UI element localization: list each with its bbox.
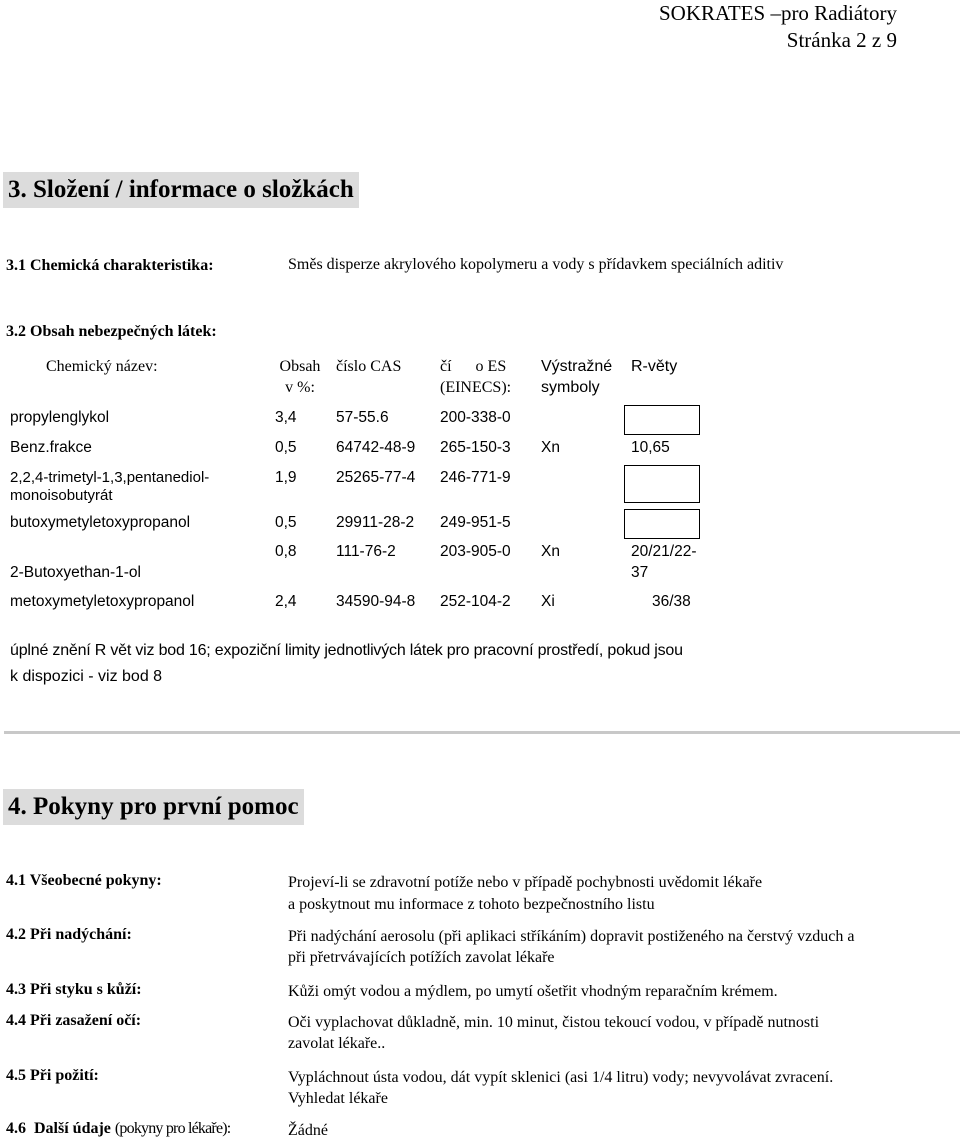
divider xyxy=(4,731,960,734)
row6-es: 252-104-2 xyxy=(440,593,511,610)
row6-content: 2,4 xyxy=(275,593,297,610)
row2-cas: 64742-48-9 xyxy=(336,439,416,456)
aid-46-number: 4.6 xyxy=(6,1120,26,1137)
aid-46-label-rest: (pokyny pro lékaře): xyxy=(114,1120,231,1137)
aid-44-line-1: Oči vyplachovat důkladně, min. 10 minut, čistou tekoucí vodou, v případě nutnosti xyxy=(288,1014,820,1031)
row2-name: Benz.frakce xyxy=(10,439,92,456)
aid-44-label: 4.4 Při zasažení očí: xyxy=(6,1012,142,1029)
aid-45-label: 4.5 Při požití: xyxy=(6,1067,99,1084)
th-content-1: Obsah xyxy=(279,358,321,375)
th-es-2: (EINECS): xyxy=(440,379,512,396)
row4-name: butoxymetyletoxypropanol xyxy=(10,514,191,531)
row2-symbol: Xn xyxy=(541,439,560,456)
aid-41-line-1: Projeví-li se zdravotní potíže nebo v případě pochybnosti uvědomit lékaře xyxy=(288,874,763,891)
th-content-2: v %: xyxy=(285,379,315,396)
row3-es: 246-771-9 xyxy=(440,469,511,486)
row5-cas: 111-76-2 xyxy=(336,543,396,560)
empty-cell xyxy=(624,509,700,539)
row4-cas: 29911-28-2 xyxy=(336,514,415,531)
aid-41-label: 4.1 Všeobecné pokyny: xyxy=(6,872,162,889)
row5-symbol: Xn xyxy=(541,543,560,560)
row1-name: propylenglykol xyxy=(10,409,110,426)
row1-cas: 57-55.6 xyxy=(336,409,389,426)
empty-cell xyxy=(624,405,700,435)
row2-es: 265-150-3 xyxy=(440,439,511,456)
row2-r: 10,65 xyxy=(631,439,670,456)
row3-cas: 25265-77-4 xyxy=(336,469,416,486)
aid-46-label xyxy=(6,1120,230,1138)
note-line-1: úplné znění R vět viz bod 16; expoziční limity jednotlivých látek pro pracovní prostředí, pokud jsou xyxy=(10,642,683,659)
row4-content: 0,5 xyxy=(275,514,297,531)
aid-41-line-2: a poskytnout mu informace z tohoto bezpečnostního listu xyxy=(288,896,655,913)
page-number: Stránka 2 z 9 xyxy=(786,28,897,52)
th-r: R-věty xyxy=(631,358,678,375)
s31-label: 3.1 Chemická charakteristika: xyxy=(6,257,214,274)
row6-cas: 34590-94-8 xyxy=(336,593,416,610)
row5-es: 203-905-0 xyxy=(440,543,511,560)
s32-label: 3.2 Obsah nebezpečných látek: xyxy=(6,323,217,340)
row6-symbol: Xi xyxy=(541,593,555,610)
aid-42-label: 4.2 Při nadýchání: xyxy=(6,926,132,943)
row3-content: 1,9 xyxy=(275,469,297,486)
aid-42-line-1: Při nadýchání aerosolu (při aplikaci stříkáním) dopravit postiženého na čerstvý vzduch a xyxy=(288,928,855,945)
row1-es: 200-338-0 xyxy=(440,409,511,426)
note-line-2: k dispozici - viz bod 8 xyxy=(10,668,163,685)
aid-46-text: Žádné xyxy=(288,1122,328,1139)
row4-es: 249-951-5 xyxy=(440,514,511,531)
section-3-title: 3. Složení / informace o složkách xyxy=(3,172,359,208)
section-4-title: 4. Pokyny pro první pomoc xyxy=(3,789,304,825)
row2-content: 0,5 xyxy=(275,439,297,456)
th-es-1: čí o ES xyxy=(440,358,507,375)
row6-r: 36/38 xyxy=(652,593,691,610)
aid-45-line-2: Vyhledat lékaře xyxy=(288,1090,388,1107)
row3-name-1: 2,2,4-trimetyl-1,3,pentanediol- xyxy=(10,469,210,486)
row5-name: 2-Butoxyethan-1-ol xyxy=(10,564,141,581)
aid-43-line-1: Kůži omýt vodou a mýdlem, po umytí ošetřit vhodným reparačním krémem. xyxy=(288,983,778,1000)
row1-content: 3,4 xyxy=(275,409,297,426)
row5-r-1: 20/21/22- xyxy=(631,543,697,560)
aid-43-label: 4.3 Při styku s kůží: xyxy=(6,981,142,998)
aid-44-line-2: zavolat lékaře.. xyxy=(288,1035,386,1052)
th-cas: číslo CAS xyxy=(336,358,402,375)
s31-text: Směs disperze akrylového kopolymeru a vody s přídavkem speciálních aditiv xyxy=(288,256,784,273)
row3-name-2: monoisobutyrát xyxy=(10,487,113,504)
th-symbols-1: Výstražné xyxy=(541,358,613,375)
aid-45-line-1: Vypláchnout ústa vodou, dát vypít sklenici (asi 1/4 litru) vody; nevyvolávat zvracení. xyxy=(288,1069,834,1086)
row5-content: 0,8 xyxy=(275,543,297,560)
th-name: Chemický název: xyxy=(46,358,158,375)
th-symbols-2: symboly xyxy=(541,379,600,396)
document-title: SOKRATES –pro Radiátory xyxy=(659,1,897,25)
row6-name: metoxymetyletoxypropanol xyxy=(10,593,195,610)
row5-r-2: 37 xyxy=(631,564,649,581)
aid-46-label-bold: Další údaje xyxy=(34,1120,111,1137)
aid-42-line-2: při přetrvávajících potížích zavolat lékaře xyxy=(288,949,555,966)
empty-cell xyxy=(624,465,700,503)
